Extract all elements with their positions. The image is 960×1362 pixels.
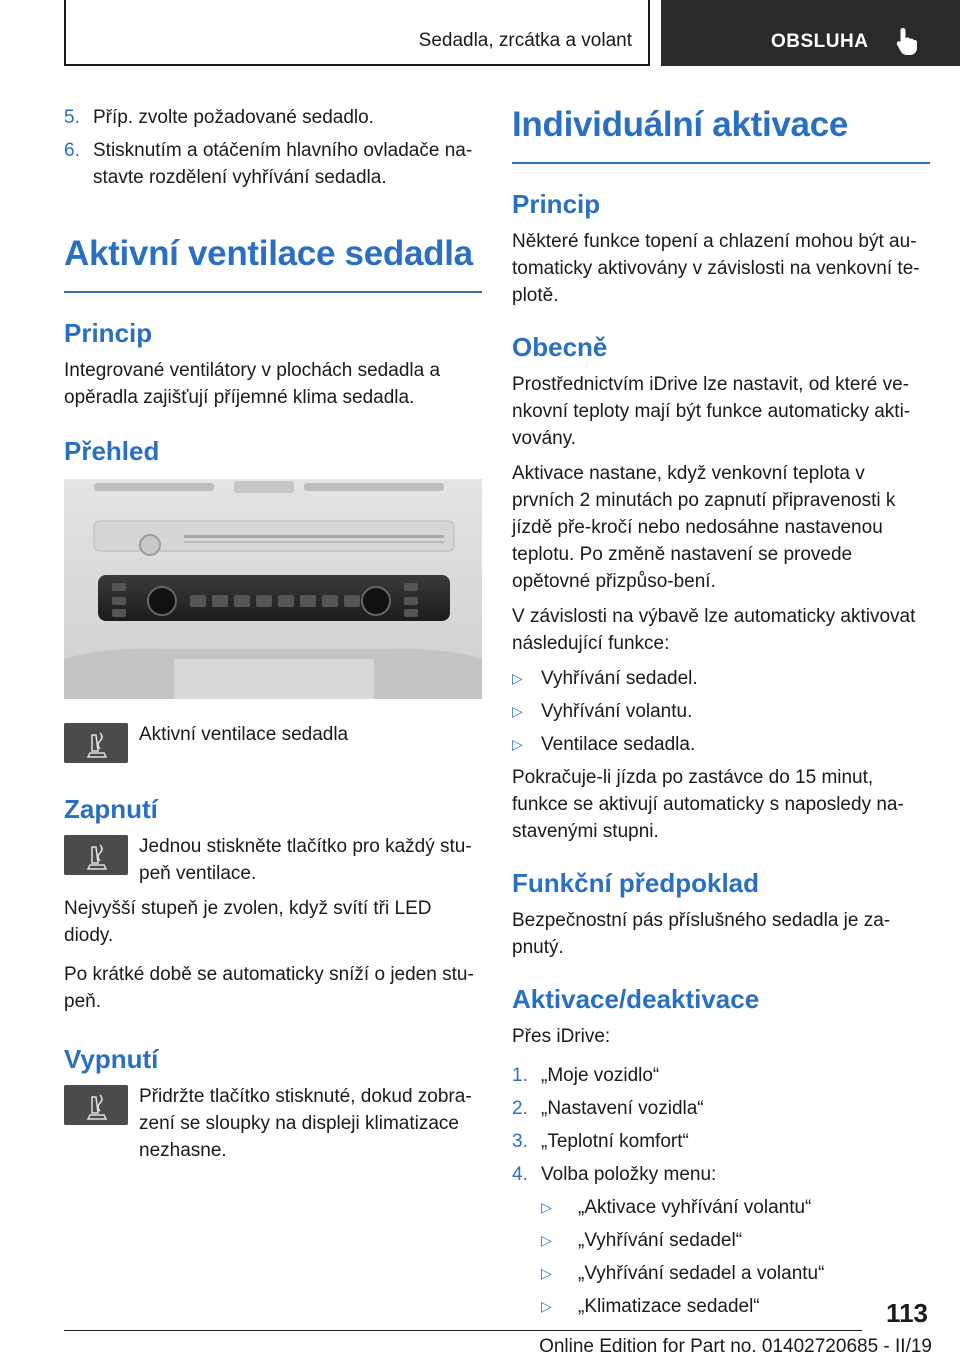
auto-functions-list bbox=[512, 665, 930, 758]
list-text: „Moje vozidlo“ bbox=[541, 1065, 660, 1086]
list-text: „Nastavení vozidla“ bbox=[541, 1098, 704, 1119]
triangle-bullet-icon: ▷ bbox=[512, 736, 523, 752]
list-item bbox=[512, 731, 930, 758]
list-number: 4. bbox=[512, 1164, 528, 1185]
principle-heading: Princip bbox=[64, 318, 153, 348]
list-item bbox=[64, 137, 482, 191]
list-item bbox=[541, 1293, 930, 1320]
triangle-bullet-icon: ▷ bbox=[541, 1232, 552, 1248]
list-item bbox=[541, 1227, 930, 1254]
seat-ventilation-icon bbox=[64, 835, 128, 875]
on-icon-row bbox=[64, 833, 482, 887]
list-number: 6. bbox=[64, 140, 80, 161]
hand-pointer-icon bbox=[895, 26, 921, 56]
triangle-bullet-icon: ▷ bbox=[512, 670, 523, 686]
overview-icon-caption: Aktivní ventilace sedadla bbox=[139, 724, 349, 745]
list-text: „Teplotní komfort“ bbox=[541, 1131, 689, 1152]
off-heading: Vypnutí bbox=[64, 1044, 159, 1074]
triangle-bullet-icon: ▷ bbox=[541, 1265, 552, 1281]
on-para-2: Po krátké době se automaticky sníží o jeden stu‐peň. bbox=[64, 964, 474, 1012]
section-title: Aktivní ventilace sedadla bbox=[64, 234, 473, 273]
page-number: 113 bbox=[886, 1298, 928, 1328]
list-text: „Vyhřívání sedadel“ bbox=[578, 1230, 743, 1251]
triangle-bullet-icon: ▷ bbox=[541, 1298, 552, 1314]
page-header bbox=[0, 0, 960, 66]
list-text: „Aktivace vyhřívání volantu“ bbox=[578, 1197, 812, 1218]
list-item bbox=[512, 1095, 930, 1122]
overview-icon-row bbox=[64, 721, 482, 765]
activation-steps-list bbox=[512, 1062, 930, 1188]
menu-items-list bbox=[541, 1194, 930, 1320]
list-item bbox=[64, 104, 482, 131]
list-item bbox=[512, 665, 930, 692]
off-icon-row bbox=[64, 1083, 482, 1164]
continued-steps-list bbox=[64, 104, 482, 191]
principle-text: Některé funkce topení a chlazení mohou být au‐tomaticky aktivovány v závislosti na venkovní te‐plotě. bbox=[512, 231, 920, 306]
prerequisite-text: Bezpečnostní pás příslušného sedadla je za‐pnutý. bbox=[512, 910, 891, 958]
list-item bbox=[541, 1260, 930, 1287]
list-text: Ventilace sedadla. bbox=[541, 734, 696, 755]
list-number: 2. bbox=[512, 1098, 528, 1119]
right-column bbox=[512, 104, 930, 1326]
left-column bbox=[64, 104, 482, 1164]
seat-ventilation-icon bbox=[64, 1085, 128, 1125]
list-text: „Klimatizace sedadel“ bbox=[578, 1296, 760, 1317]
list-text: „Vyhřívání sedadel a volantu“ bbox=[578, 1263, 825, 1284]
general-para-4: Pokračuje-li jízda po zastávce do 15 minut, funkce se aktivují automaticky s naposledy na‐stavenými stupni. bbox=[512, 767, 904, 842]
section-title: Individuální aktivace bbox=[512, 105, 849, 144]
list-text: Vyhřívání sedadel. bbox=[541, 668, 698, 689]
list-number: 3. bbox=[512, 1131, 528, 1152]
header-section-title: Sedadla, zrcátka a volant bbox=[418, 30, 632, 51]
general-para-2: Aktivace nastane, když venkovní teplota v prvních 2 minutách po zapnutí připravenosti k jízdě pře‐kročí nebo nedosáhne nastavenou teplotu. Po změně nastavení se provede opětovné přizpůso‐bení. bbox=[512, 463, 896, 592]
list-item bbox=[512, 1062, 930, 1089]
list-text: Volba položky menu: bbox=[541, 1164, 717, 1185]
list-item bbox=[541, 1194, 930, 1221]
triangle-bullet-icon: ▷ bbox=[512, 703, 523, 719]
climate-panel-illustration bbox=[64, 479, 482, 699]
header-section-box bbox=[64, 0, 650, 66]
footer-edition: Online Edition for Part no. 01402720685 - II/19 bbox=[539, 1336, 932, 1357]
principle-text: Integrované ventilátory v plochách sedadla a opěradla zajišťují příjemné klima sedadla. bbox=[64, 360, 441, 408]
general-heading: Obecně bbox=[512, 332, 608, 362]
list-number: 5. bbox=[64, 107, 80, 128]
on-heading: Zapnutí bbox=[64, 794, 158, 824]
list-item bbox=[512, 698, 930, 725]
overview-heading: Přehled bbox=[64, 436, 160, 466]
on-para-1: Nejvyšší stupeň je zvolen, když svítí tři LED diody. bbox=[64, 898, 432, 946]
list-item bbox=[512, 1161, 930, 1188]
header-chapter-tab bbox=[661, 0, 960, 66]
title-underline bbox=[64, 291, 482, 293]
list-text: Vyhřívání volantu. bbox=[541, 701, 693, 722]
general-para-1: Prostřednictvím iDrive lze nastavit, od které ve‐nkovní teploty mají být funkce automaticky akti‐vovány. bbox=[512, 374, 911, 449]
title-underline bbox=[512, 162, 930, 164]
triangle-bullet-icon: ▷ bbox=[541, 1199, 552, 1215]
list-text: Stisknutím a otáčením hlavního ovladače na‐stavte rozdělení vyhřívání sedadla. bbox=[93, 140, 473, 188]
off-icon-text: Přidržte tlačítko stisknuté, dokud zobra‐zení se sloupky na displeji klimatizace nezhasne. bbox=[139, 1086, 472, 1161]
climate-control-panel-photo bbox=[64, 479, 482, 699]
general-para-3: V závislosti na výbavě lze automaticky aktivovat následující funkce: bbox=[512, 606, 916, 654]
prerequisite-heading: Funkční předpoklad bbox=[512, 868, 760, 898]
seat-ventilation-icon bbox=[64, 723, 128, 763]
principle-heading: Princip bbox=[512, 189, 601, 219]
activation-heading: Aktivace/deaktivace bbox=[512, 984, 760, 1014]
footer-divider bbox=[64, 1330, 862, 1331]
list-number: 1. bbox=[512, 1065, 528, 1086]
list-item bbox=[512, 1128, 930, 1155]
on-icon-text: Jednou stiskněte tlačítko pro každý stu‐peň ventilace. bbox=[139, 836, 472, 884]
activation-intro: Přes iDrive: bbox=[512, 1026, 611, 1047]
list-text: Příp. zvolte požadované sedadlo. bbox=[93, 107, 374, 128]
header-chapter-label: OBSLUHA bbox=[771, 31, 869, 52]
